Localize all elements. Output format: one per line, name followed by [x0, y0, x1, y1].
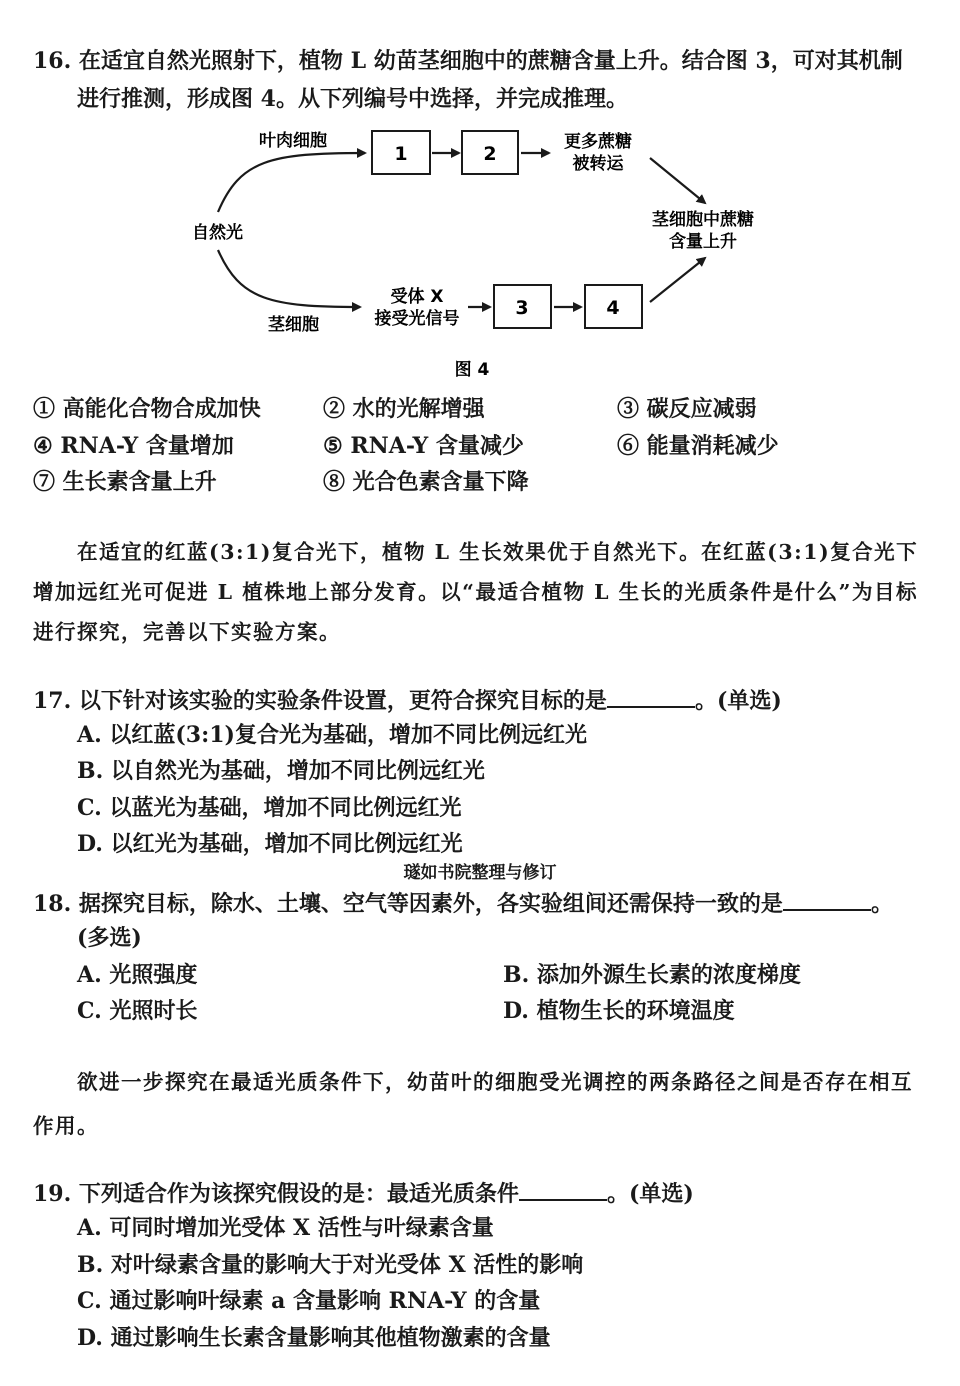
option-1: ① 高能化合物合成加快	[33, 396, 261, 422]
box-2-label: 2	[483, 143, 497, 165]
q17-suffix: 。(单选)	[694, 688, 782, 714]
intro-paragraph: 在适宜的红蓝(3:1)复合光下，植物 L 生长效果优于自然光下。在红蓝(3:1)复合光下增加远红光可促进 L 植株地上部分发育。以“最适合植物 L 生长的光质条件是什么”为目标进行探究，完善以下实验方案。	[33, 540, 919, 644]
more-sucrose-line2: 被转运	[572, 154, 624, 174]
more-sucrose-line1: 更多蔗糖	[564, 132, 632, 152]
q19-stem-text: 19. 下列适合作为该探究假设的是：最适光质条件	[33, 1181, 519, 1207]
q19-stem	[33, 1177, 694, 1209]
figure-4-diagram	[0, 118, 960, 388]
q18-stem-text: 18. 据探究目标，除水、土壤、空气等因素外，各实验组间还需保持一致的是	[33, 891, 783, 917]
mesophyll-cell-label: 叶肉细胞	[259, 131, 327, 151]
watermark: 璲如书院整理与修订	[403, 863, 557, 883]
q16-stem-line2: 进行推测，形成图 4。从下列编号中选择，并完成推理。	[77, 86, 628, 112]
option-4: ④ RNA-Y 含量增加	[33, 433, 234, 459]
q18-option-a: A. 光照强度	[77, 962, 198, 988]
option-2: ② 水的光解增强	[323, 396, 485, 422]
q17-answer-blank	[607, 684, 695, 708]
q17-stem	[33, 684, 782, 716]
arrow-sucrose-to-result	[650, 158, 705, 203]
arrow-to-mesophyll	[218, 153, 365, 212]
stem-cell-label: 茎细胞	[268, 315, 319, 335]
option-5: ⑤ RNA-Y 含量减少	[323, 433, 524, 459]
q18-answer-blank	[783, 887, 871, 911]
arrow-4-to-result	[650, 258, 705, 302]
box-1-label: 1	[394, 143, 408, 165]
q17-stem-text: 17. 以下针对该实验的实验条件设置，更符合探究目标的是	[33, 688, 607, 714]
q17-option-a: A. 以红蓝(3:1)复合光为基础，增加不同比例远红光	[77, 722, 587, 748]
q19-option-b: B. 对叶绿素含量的影响大于对光受体 X 活性的影响	[77, 1252, 584, 1278]
option-7: ⑦ 生长素含量上升	[33, 469, 217, 495]
box-3-label: 3	[515, 297, 529, 319]
q19-option-c: C. 通过影响叶绿素 a 含量影响 RNA-Y 的含量	[77, 1288, 541, 1314]
q18-stem	[33, 887, 893, 919]
option-8: ⑧ 光合色素含量下降	[323, 469, 529, 495]
option-6: ⑥ 能量消耗减少	[617, 433, 779, 459]
figure-caption: 图 4	[454, 360, 490, 380]
q16-stem-line1: 16. 在适宜自然光照射下，植物 L 幼苗茎细胞中的蔗糖含量上升。结合图 3，可对其机制	[33, 48, 903, 74]
arrow-to-stem	[218, 250, 360, 307]
q17-option-c: C. 以蓝光为基础，增加不同比例远红光	[77, 795, 462, 821]
q19-suffix: 。(单选)	[606, 1181, 694, 1207]
receptor-line1: 受体 X	[390, 287, 444, 307]
natural-light-label: 自然光	[192, 223, 243, 243]
q18-suffix: 。	[870, 891, 893, 917]
q17-option-b: B. 以自然光为基础，增加不同比例远红光	[77, 758, 485, 784]
q19-option-a: A. 可同时增加光受体 X 活性与叶绿素含量	[77, 1215, 494, 1241]
result-line1: 茎细胞中蔗糖	[652, 210, 754, 230]
q18-option-d: D. 植物生长的环境温度	[503, 998, 735, 1024]
q18-option-c: C. 光照时长	[77, 998, 198, 1024]
explore-paragraph: 欲进一步探究在最适光质条件下，幼苗叶的细胞受光调控的两条路径之间是否存在相互作用。	[33, 1070, 913, 1138]
q17-option-d: D. 以红光为基础，增加不同比例远红光	[77, 831, 463, 857]
q19-answer-blank	[519, 1177, 607, 1201]
result-line2: 含量上升	[669, 232, 737, 252]
q18-type: (多选)	[77, 925, 142, 951]
option-3: ③ 碳反应减弱	[617, 396, 757, 422]
receptor-line2: 接受光信号	[374, 309, 460, 329]
box-4-label: 4	[606, 297, 620, 319]
q18-option-b: B. 添加外源生长素的浓度梯度	[503, 962, 801, 988]
q19-option-d: D. 通过影响生长素含量影响其他植物激素的含量	[77, 1325, 551, 1351]
